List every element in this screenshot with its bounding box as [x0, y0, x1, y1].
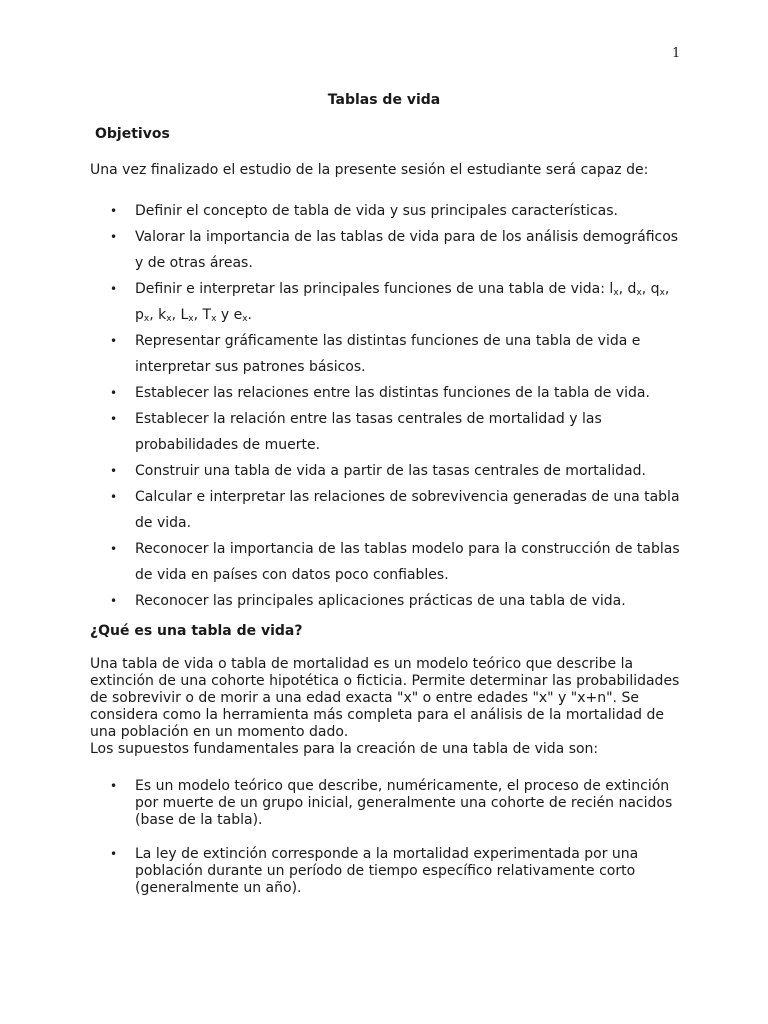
page-number: 1 [672, 46, 681, 61]
function-base: l [609, 281, 614, 297]
function-symbol [203, 307, 234, 323]
function-base: e [233, 307, 243, 323]
function-subscript: x [211, 314, 217, 324]
assumptions-list [90, 778, 690, 914]
list-item-text: La ley de extinción corresponde a la mortalidad experimentada por una población durante un período de tiempo específico relativamente corto (generalmente un año). [135, 846, 639, 896]
list-item-text: Reconocer la importancia de las tablas modelo para la construcción de tablas de vida en países con datos poco confiables. [135, 541, 680, 583]
function-symbol [234, 307, 252, 323]
list-item [90, 846, 690, 897]
function-separator: , [193, 307, 203, 323]
list-item [90, 458, 690, 484]
list-item [90, 198, 690, 224]
bullet-icon: • [110, 412, 118, 426]
list-item-text: Calcular e interpretar las relaciones de sobrevivencia generadas de una tabla de vida. [135, 489, 680, 531]
bullet-icon: • [110, 386, 118, 400]
list-item-text: Definir el concepto de tabla de vida y sus principales características. [135, 203, 618, 219]
function-symbol [180, 307, 202, 323]
list-item [90, 328, 690, 380]
list-item [90, 484, 690, 536]
function-symbol [135, 307, 158, 323]
function-subscript: x [242, 314, 248, 324]
what-is-heading: ¿Qué es una tabla de vida? [90, 623, 303, 639]
bullet-icon: • [110, 334, 118, 348]
function-base: L [180, 307, 189, 323]
function-separator: , [149, 307, 159, 323]
function-subscript: x [636, 288, 642, 298]
objectives-list [90, 198, 690, 614]
bullet-icon: • [110, 490, 118, 504]
list-item-text: Reconocer las principales aplicaciones prácticas de una tabla de vida. [135, 593, 626, 609]
list-item-text: Establecer la relación entre las tasas centrales de mortalidad y las probabilidades de muerte. [135, 411, 602, 453]
function-subscript: x [188, 314, 194, 324]
definition-paragraph [90, 656, 690, 758]
list-item-text: Es un modelo teórico que describe, numéricamente, el proceso de extinción por muerte de un grupo inicial, generalmente una cohorte de recién nacidos (base de la tabla). [135, 778, 673, 828]
bullet-icon: • [110, 204, 118, 218]
list-item-text: Establecer las relaciones entre las distintas funciones de la tabla de vida. [135, 385, 650, 401]
function-base: T [202, 307, 212, 323]
document-title: Tablas de vida [327, 92, 441, 108]
list-item-text: Valorar la importancia de las tablas de vida para de los análisis demográficos y de otras áreas. [135, 229, 679, 271]
function-separator: , [664, 281, 670, 297]
function-base: k [158, 307, 167, 323]
list-item [90, 588, 690, 614]
function-separator: y [216, 307, 234, 323]
function-subscript: x [659, 288, 665, 298]
function-symbol [628, 281, 651, 297]
function-symbol [158, 307, 180, 323]
list-item [90, 406, 690, 458]
list-item-text: Representar gráficamente las distintas funciones de una tabla de vida e interpretar sus patrones básicos. [135, 333, 641, 375]
function-symbol [651, 281, 670, 297]
bullet-icon: • [110, 542, 118, 556]
bullet-icon: • [110, 464, 118, 478]
function-base: q [650, 281, 660, 297]
function-symbol [609, 281, 627, 297]
definition-text: Una tabla de vida o tabla de mortalidad es un modelo teórico que describe la extinción de una cohorte hipotética o ficticia. Permite determinar las probabilidades de sobrevivir o de morir a una edad exacta "x" o entre edades "x" y "x+n". Se considera como la herramienta más completa para el análisis de la mortalidad de una población en un momento dado. [90, 656, 680, 740]
function-subscript: x [613, 288, 619, 298]
function-separator: , [641, 281, 651, 297]
assumptions-intro: Los supuestos fundamentales para la creación de una tabla de vida son: [90, 741, 599, 757]
list-item [90, 224, 690, 276]
list-item [90, 536, 690, 588]
objectives-heading: Objetivos [95, 126, 170, 142]
bullet-icon: • [110, 779, 118, 793]
list-item [90, 380, 690, 406]
bullet-icon: • [110, 594, 118, 608]
bullet-icon: • [110, 230, 118, 244]
list-item-text: Definir e interpretar las principales funciones de una tabla de vida: [135, 281, 610, 297]
function-subscript: x [166, 314, 172, 324]
list-item [90, 276, 690, 328]
function-base: d [627, 281, 637, 297]
function-subscript: x [143, 314, 150, 324]
objectives-intro: Una vez finalizado el estudio de la presente sesión el estudiante será capaz de: [90, 162, 649, 178]
list-item [90, 778, 690, 829]
function-base: p [135, 307, 144, 323]
function-separator: , [171, 307, 181, 323]
list-item-text: Construir una tabla de vida a partir de las tasas centrales de mortalidad. [135, 463, 646, 479]
function-separator: . [247, 307, 252, 323]
bullet-icon: • [110, 282, 118, 296]
function-separator: , [618, 281, 628, 297]
bullet-icon: • [110, 847, 118, 861]
